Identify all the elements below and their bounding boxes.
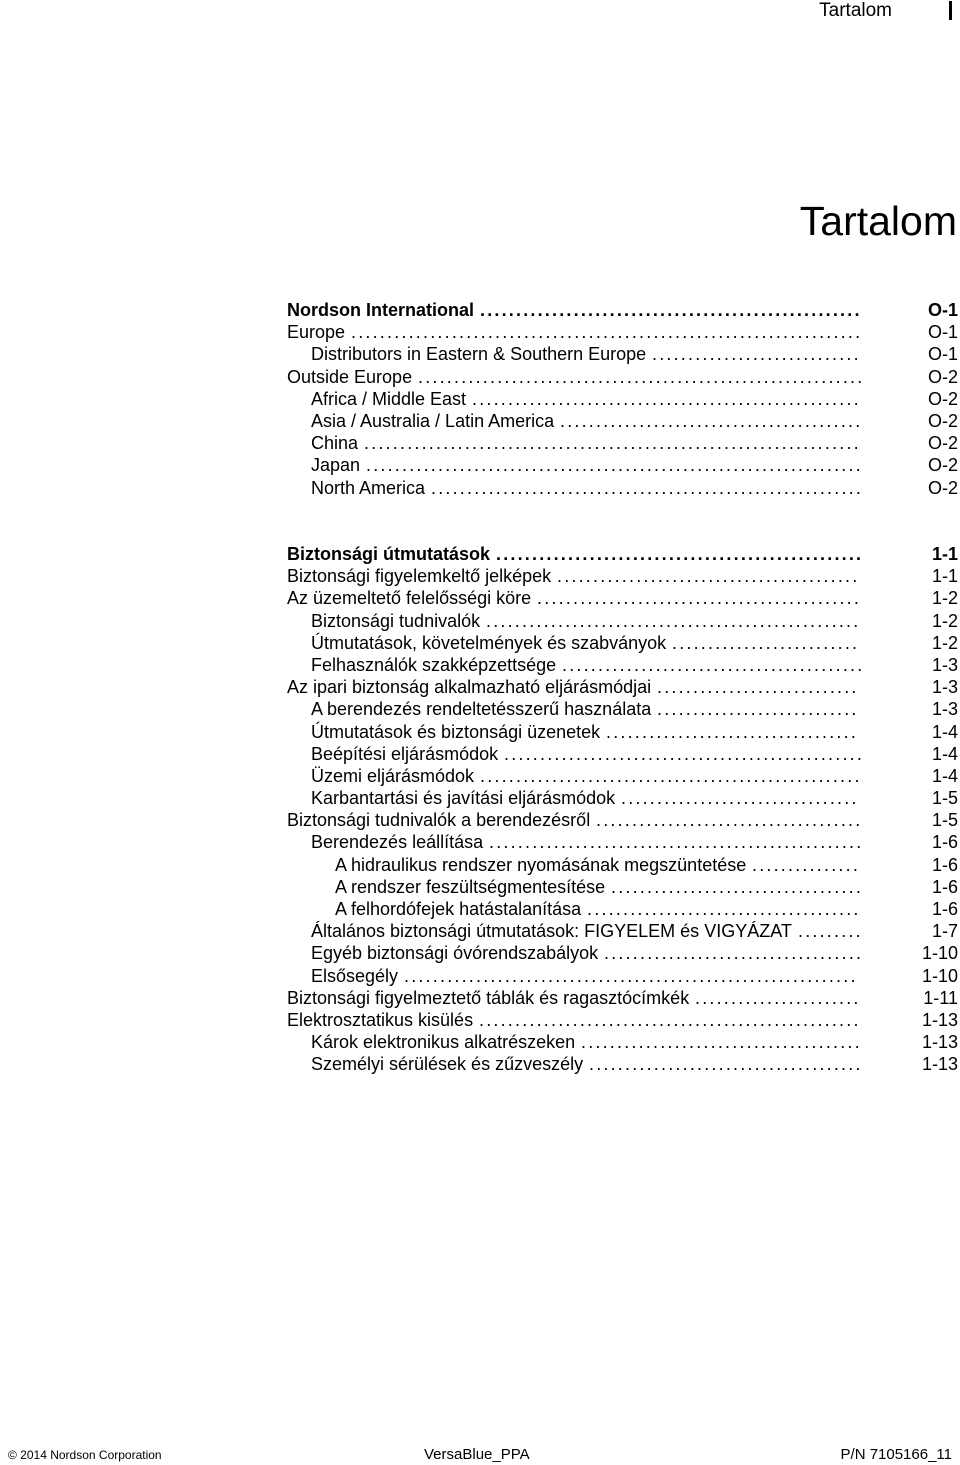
toc-entry-title: Europe — [287, 322, 346, 343]
toc-entry-title: China — [311, 433, 359, 454]
toc-entry-page: 1-3 — [931, 654, 958, 675]
toc-entry-page: 1-5 — [931, 788, 958, 809]
toc-leader-dots: .............................................................. — [418, 366, 865, 387]
toc-entry-title: Útmutatások és biztonsági üzenetek — [311, 721, 601, 742]
toc-leader-dots: ...................................... — [587, 899, 861, 919]
toc-entry-page: 1-13 — [921, 1032, 958, 1053]
toc-leader-dots: ....................................... — [581, 1032, 862, 1053]
toc-leader-dots: ................................... — [606, 721, 859, 742]
toc-leader-dots: ............................ — [657, 699, 859, 720]
toc-leader-dots: ................................. — [621, 788, 859, 809]
toc-entry[interactable] — [287, 1053, 958, 1075]
toc-entry-page: O-2 — [927, 388, 958, 409]
toc-leader-dots: ................................... — [611, 876, 864, 897]
page-title: Tartalom — [799, 198, 957, 244]
toc-entry[interactable] — [287, 388, 958, 410]
footer-part-number: P/N 7105166_11 — [840, 1446, 952, 1463]
toc-entry-page: O-1 — [927, 344, 958, 365]
toc-leader-dots: ..................................................... — [480, 300, 862, 320]
toc-leader-dots: ............................. — [652, 344, 861, 365]
toc-entry-title: Az ipari biztonság alkalmazható eljárásmódjai — [287, 677, 652, 698]
toc-entry-title: A berendezés rendeltetésszerű használata — [311, 699, 652, 720]
toc-entry-title: A rendszer feszültségmentesítése — [335, 876, 606, 897]
toc-entry-title: Biztonsági figyelemkeltő jelképek — [287, 566, 552, 587]
toc-entry-title: Distributors in Eastern & Southern Europe — [311, 344, 647, 365]
toc-entry-title: Nordson International — [287, 300, 475, 320]
toc-entry[interactable] — [287, 299, 958, 321]
footer-copyright: © 2014 Nordson Corporation — [8, 1448, 162, 1462]
toc-leader-dots: ...................................................... — [472, 388, 861, 409]
toc-entry-title: Africa / Middle East — [311, 388, 467, 409]
toc-entry-page: 1-2 — [931, 632, 958, 653]
toc-entry[interactable] — [287, 876, 958, 898]
toc-entry-page: 1-3 — [931, 677, 958, 698]
header-rule — [949, 1, 952, 20]
toc-entry-title: Üzemi eljárásmódok — [311, 765, 475, 786]
toc-entry-page: O-2 — [927, 477, 958, 498]
toc-leader-dots: .......................... — [672, 632, 860, 653]
toc-entry-title: Asia / Australia / Latin America — [311, 410, 555, 431]
toc-entry[interactable] — [287, 698, 958, 720]
toc-entry-title: Beépítési eljárásmódok — [311, 743, 499, 764]
toc-entry-page: O-1 — [927, 300, 958, 320]
toc-entry-page: O-2 — [927, 455, 958, 476]
toc-entry-title: Outside Europe — [287, 366, 413, 387]
toc-entry-title: A felhordófejek hatástalanítása — [335, 899, 582, 919]
toc-entry-page: 1-10 — [921, 965, 958, 986]
toc-leader-dots: ....................... — [695, 987, 861, 1008]
toc-entry-title: Biztonsági tudnivalók a berendezésről — [287, 810, 591, 831]
toc-entry-page: 1-7 — [931, 921, 958, 942]
toc-entry-page: 1-4 — [931, 765, 958, 786]
toc-entry[interactable] — [287, 920, 958, 942]
toc-leader-dots: .................................... — [604, 943, 864, 964]
toc-entry[interactable] — [287, 1009, 958, 1031]
toc-entry[interactable] — [287, 410, 958, 432]
toc-entry[interactable] — [287, 343, 958, 365]
toc-entry-page: 1-6 — [931, 899, 958, 919]
toc-entry[interactable] — [287, 721, 958, 743]
toc-entry[interactable] — [287, 632, 958, 654]
toc-leader-dots: .......................................... — [562, 654, 865, 675]
toc-leader-dots: ..................................... — [596, 810, 863, 831]
toc-leader-dots: .................................................... — [489, 832, 864, 853]
toc-entry[interactable] — [287, 543, 958, 565]
toc-entry-page: 1-2 — [931, 588, 958, 609]
toc-entry[interactable] — [287, 654, 958, 676]
toc-entry[interactable] — [287, 809, 958, 831]
toc-entry-page: 1-10 — [921, 943, 958, 964]
toc-entry-title: Biztonsági figyelmeztető táblák és ragasztócímkék — [287, 987, 690, 1008]
toc-entry-title: Általános biztonsági útmutatások: FIGYELEM és VIGYÁZAT — [311, 921, 792, 942]
toc-leader-dots: .................................................. — [504, 743, 865, 764]
toc-entry-title: Karbantartási és javítási eljárásmódok — [311, 788, 616, 809]
toc-leader-dots: .......................................... — [560, 410, 863, 431]
toc-section-nordson-international — [287, 299, 958, 499]
toc-entry-page: O-1 — [927, 322, 958, 343]
toc-entry[interactable] — [287, 587, 958, 609]
toc-leader-dots: .................................................... — [486, 610, 861, 631]
toc-entry[interactable] — [287, 787, 958, 809]
toc-leader-dots: ..................................................................... — [366, 455, 863, 476]
toc-entry-title: Elektrosztatikus kisülés — [287, 1009, 474, 1030]
toc-entry-title: Útmutatások, követelmények és szabványok — [311, 632, 667, 653]
toc-entry-title: Berendezés leállítása — [311, 832, 484, 853]
toc-entry-page: 1-5 — [931, 810, 958, 831]
toc-entry[interactable] — [287, 987, 958, 1009]
toc-entry-page: 1-1 — [931, 544, 958, 564]
toc-entry-title: A hidraulikus rendszer nyomásának megszüntetése — [335, 854, 747, 875]
toc-entry[interactable] — [287, 676, 958, 698]
toc-entry-title: Felhasználók szakképzettsége — [311, 654, 557, 675]
toc-entry[interactable] — [287, 743, 958, 765]
running-header-title: Tartalom — [819, 0, 892, 21]
toc-leader-dots: .......................................... — [557, 566, 860, 587]
toc-entry-page: 1-13 — [921, 1054, 958, 1075]
toc-leader-dots: ..................................................... — [480, 765, 862, 786]
toc-entry-page: 1-1 — [931, 566, 958, 587]
toc-entry[interactable] — [287, 942, 958, 964]
toc-entry[interactable] — [287, 565, 958, 587]
toc-leader-dots: ............................................................... — [404, 965, 858, 986]
toc-entry-page: 1-6 — [931, 832, 958, 853]
toc-entry-page: O-2 — [927, 366, 958, 387]
toc-entry-page: 1-2 — [931, 610, 958, 631]
toc-entry-title: North America — [311, 477, 426, 498]
toc-leader-dots: ................................................... — [496, 544, 864, 564]
toc-entry-page: O-2 — [927, 433, 958, 454]
toc-entry[interactable] — [287, 765, 958, 787]
toc-entry-page: O-2 — [927, 410, 958, 431]
footer-product: VersaBlue_PPA — [424, 1446, 530, 1463]
toc-entry-title: Biztonsági tudnivalók — [311, 610, 481, 631]
toc-entry-page: 1-13 — [921, 1009, 958, 1030]
toc-section-biztonsagi-utmutatasok — [287, 543, 958, 1076]
toc-leader-dots: ............................ — [657, 677, 859, 698]
toc-leader-dots: ..................................................................... — [364, 433, 861, 454]
toc-entry[interactable] — [287, 831, 958, 853]
toc-entry-page: 1-11 — [923, 987, 958, 1008]
toc-leader-dots: ............................................. — [537, 588, 862, 609]
toc-leader-dots: ....................................................................... — [351, 322, 863, 343]
toc-entry-title: Biztonsági útmutatások — [287, 544, 491, 564]
toc-entry-title: Károk elektronikus alkatrészeken — [311, 1032, 576, 1053]
toc-entry[interactable] — [287, 432, 958, 454]
toc-entry[interactable] — [287, 898, 958, 920]
toc-entry[interactable] — [287, 454, 958, 476]
toc-entry-title: Személyi sérülések és zűzveszély — [311, 1054, 584, 1075]
toc-entry[interactable] — [287, 610, 958, 632]
toc-leader-dots: ............... — [752, 854, 861, 875]
toc-entry-page: 1-4 — [931, 743, 958, 764]
toc-entry-title: Az üzemeltető felelősségi köre — [287, 588, 532, 609]
toc-entry-page: 1-6 — [931, 876, 958, 897]
toc-entry[interactable] — [287, 965, 958, 987]
toc-entry[interactable] — [287, 854, 958, 876]
toc-entry[interactable] — [287, 477, 958, 499]
toc-entry[interactable] — [287, 1031, 958, 1053]
toc-leader-dots: ..................................................... — [479, 1009, 861, 1030]
toc-entry-page: 1-3 — [931, 699, 958, 720]
toc-entry-title: Egyéb biztonsági óvórendszabályok — [311, 943, 599, 964]
toc-entry-page: 1-4 — [931, 721, 958, 742]
toc-entry-page: 1-6 — [931, 854, 958, 875]
toc-leader-dots: ...................................... — [589, 1054, 863, 1075]
toc-entry[interactable] — [287, 366, 958, 388]
toc-leader-dots: ......... — [798, 921, 863, 942]
toc-entry-title: Japan — [311, 455, 361, 476]
toc-entry[interactable] — [287, 321, 958, 343]
toc-leader-dots: ............................................................ — [431, 477, 864, 498]
toc-entry-title: Elsősegély — [311, 965, 399, 986]
